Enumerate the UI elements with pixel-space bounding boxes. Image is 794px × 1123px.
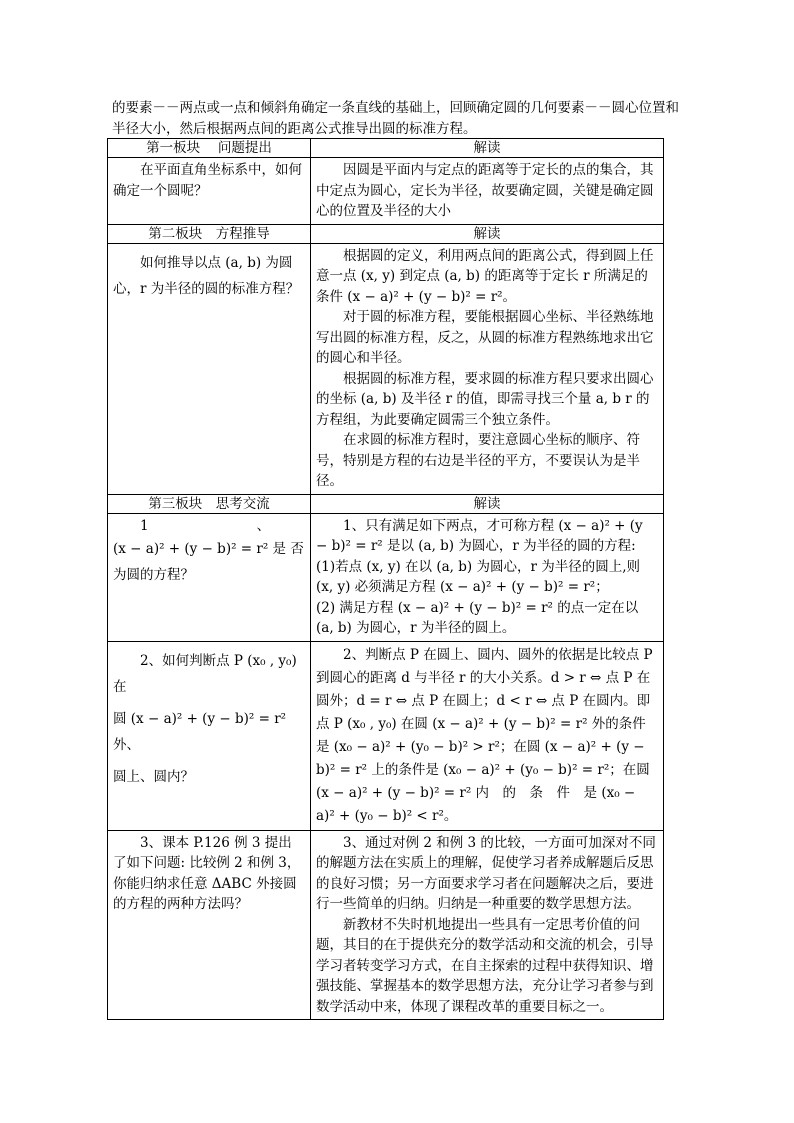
- answer-cell: [311, 830, 664, 1020]
- interpretation-table: [107, 138, 664, 1020]
- answer-text: 2、判断点 P 在圆上、圆内、圆外的依据是比较点 P 到圆心的距离 d 与半径 r 的大小关系。d > r ⇔ 点 P 在圆外；d = r ⇔ 点 P 在圆上；d < r ⇔ 点 P 在圆内。即点 P (x₀ , y₀) 在圆 (x − a)² + (y − b)² = r² 外的条件是 (x₀ − a)² + (y₀ − b)² > r²；在圆 (x − a)² + (y − b)² = r² 上的条件是 (x₀ − a)² + (y₀ − b)² = r²；在圆 (x − a)² + (y − b)² = r² 内 的 条 件 是 (x₀ − a)² + (y₀ − b)² < r²。: [316, 646, 653, 824]
- section-header-row: [108, 224, 664, 243]
- answer-cell: [311, 158, 664, 225]
- header-interpretation: 解读: [311, 224, 664, 243]
- question-cell: [108, 830, 311, 1020]
- answer-text: 新教材不失时机地提出一些具有一定思考价值的问题，其目的在于提供充分的数学活动和交流的机会，引导学习者转变学习方式，在自主探索的过程中获得知识、增强技能、掌握基本的数学思想方法，充分让学习者参与到数学活动中来，体现了课程改革的重要目标之一。: [316, 916, 654, 1015]
- section-title: 第三板块 思考交流: [108, 494, 311, 513]
- question-cell: [108, 158, 311, 225]
- answer-text: 对于圆的标准方程，要能根据圆心坐标、半径熟练地写出圆的标准方程，反之，从圆的标准方程熟练地求出它的圆心和半径。: [316, 309, 654, 366]
- question-cell: [108, 641, 311, 830]
- section-header-row: [108, 494, 664, 513]
- question-text: 圆 (x − a)² + (y − b)² = r² 外、: [113, 710, 287, 753]
- header-interpretation: 解读: [311, 139, 664, 158]
- section-header-row: [108, 139, 664, 158]
- table-row: [108, 830, 664, 1020]
- header-interpretation: 解读: [311, 494, 664, 513]
- table-row: [108, 243, 664, 494]
- answer-cell: [311, 513, 664, 641]
- answer-text: 根据圆的定义，利用两点间的距离公式，得到圆上任意一点 (x, y) 到定点 (a, b) 的距离等于定长 r 所满足的条件 (x − a)² + (y − b)² = r²。: [316, 247, 654, 305]
- answer-text: 1、只有满足如下两点，才可称方程 (x − a)² + (y − b)² = r² 是以 (a, b) 为圆心，r 为半径的圆的方程: (1)若点 (x, y) 在以 (a, b) 为圆心，r 为半径的圆上,则 (x, y) 必须满足方程 (x − a)² + (y − b)² = r²；: [316, 517, 643, 595]
- table-row: [108, 158, 664, 225]
- question-text: 圆上、圆内？: [113, 768, 194, 785]
- section-title: 第一板块 问题提出: [108, 139, 311, 158]
- table-row: [108, 641, 664, 830]
- answer-text: 3、通过对例 2 和例 3 的比较，一方面可加深对不同的解题方法在实质上的理解，促使学习者养成解题后反思的良好习惯；另一方面要求学习者在问题解决之后，要进行一些简单的归纳。归纳是一种重要的数学思想方法。: [316, 834, 656, 912]
- question-text: 3、课本 P.126 例 3 提出了如下问题: 比较例 2 和例 3，你能归纳求任意 ΔABC 外接圆的方程的两种方法吗？: [113, 834, 301, 912]
- answer-text: 因圆是平面内与定点的距离等于定长的点的集合，其中定点为圆心，定长为半径，故要确定圆，关键是确定圆心的位置及半径的大小: [316, 162, 654, 219]
- question-cell: [108, 513, 311, 641]
- question-text: 在平面直角坐标系中，如何确定一个圆呢？: [113, 162, 302, 199]
- answer-cell: [311, 641, 664, 830]
- question-text: (x − a)² + (y − b)² = r² 是 否为圆的方程？: [113, 541, 304, 583]
- section-title: 第二板块 方程推导: [108, 224, 311, 243]
- table-row: [108, 513, 664, 641]
- answer-text: 根据圆的标准方程，要求圆的标准方程只要求出圆心的坐标 (a, b) 及半径 r 的值，即需寻找三个量 a, b r 的方程组，为此要确定圆需三个独立条件。: [316, 370, 654, 428]
- answer-text: 在求圆的标准方程时，要注意圆心坐标的顺序、符号，特别是方程的右边是半径的平方，不要误认为是半径。: [316, 432, 640, 489]
- question-text: 2、如何判断点 P (x₀ , y₀) 在: [113, 652, 297, 695]
- question-number: 1 、: [140, 517, 271, 534]
- intro-paragraph: 的要素－－两点或一点和倾斜角确定一条直线的基础上，回顾确定圆的几何要素－－圆心位置和半径大小，然后根据两点间的距离公式推导出圆的标准方程。: [112, 100, 679, 137]
- question-cell: [108, 243, 311, 494]
- answer-text: (2) 满足方程 (x − a)² + (y − b)² = r² 的点一定在以 (a, b) 为圆心，r 为半径的圆上。: [316, 599, 639, 636]
- answer-cell: [311, 243, 664, 494]
- question-text: 如何推导以点 (a, b) 为圆心，r 为半径的圆的标准方程？: [113, 254, 300, 297]
